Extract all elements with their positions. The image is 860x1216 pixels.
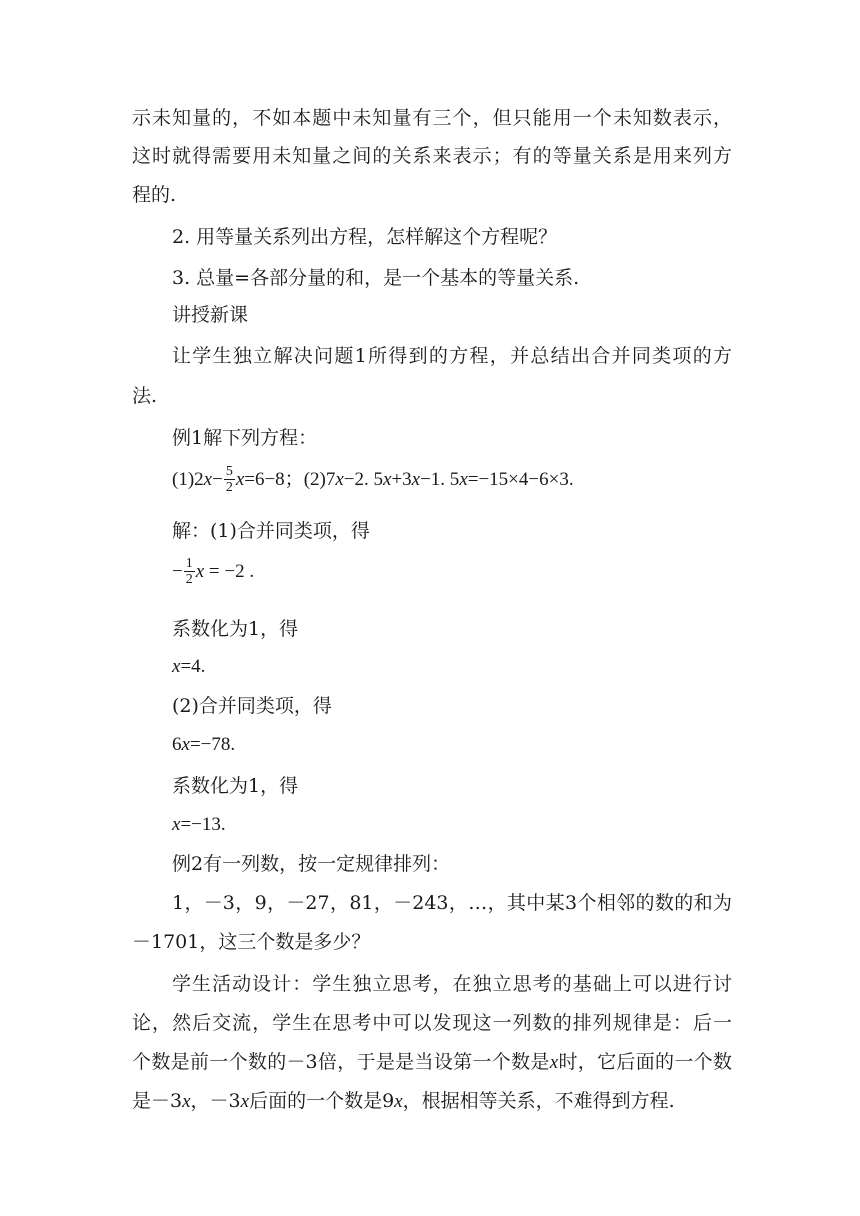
solution-step: (2)合并同类项，得 bbox=[172, 695, 332, 717]
example-heading: 例1解下列方程： bbox=[172, 427, 318, 449]
paragraph-line: 论，然后交流，学生在思考中可以发现这一列数的排列规律是：后一 bbox=[132, 1012, 732, 1034]
paragraph-line: 是－3x，－3x后面的一个数是9x，根据相等关系，不难得到方程. bbox=[132, 1090, 675, 1112]
equation-line: (1)2x− $\frac{5}{2}$ x=6−8；(2)7x−2. 5x+3x−1. 5x=−15×4−6×3. bbox=[172, 464, 574, 496]
paragraph-line: 程的. bbox=[132, 184, 177, 206]
solution-step: 解：(1)合并同类项，得 bbox=[172, 520, 370, 542]
equation-line: x=−13. bbox=[172, 814, 226, 835]
fraction: $\frac{1}{2}$ bbox=[185, 556, 193, 588]
list-item: 3. 总量=各部分量的和，是一个基本的等量关系. bbox=[172, 267, 580, 289]
paragraph-line: 1，－3，9，－27，81，－243，…，其中某3个相邻的数的和为 bbox=[172, 892, 732, 914]
solution-step: 系数化为1，得 bbox=[172, 775, 299, 797]
paragraph-line: 让学生独立解决问题1所得到的方程，并总结出合并同类项的方 bbox=[172, 345, 732, 367]
paragraph-line: 法. bbox=[132, 385, 158, 407]
example-heading: 例2有一列数，按一定规律排列： bbox=[172, 853, 451, 875]
equation-line: 6x=−78. bbox=[172, 734, 236, 755]
paragraph-line: －1701，这三个数是多少？ bbox=[132, 931, 371, 953]
paragraph-line: 这时就得需要用未知量之间的关系来表示；有的等量关系是用来列方 bbox=[132, 145, 732, 167]
section-heading: 讲授新课 bbox=[172, 304, 249, 326]
equation-line: x=4. bbox=[172, 656, 206, 677]
list-item: 2. 用等量关系列出方程，怎样解这个方程呢？ bbox=[172, 226, 558, 248]
solution-step: 系数化为1，得 bbox=[172, 618, 299, 640]
paragraph-line: 示未知量的，不如本题中未知量有三个，但只能用一个未知数表示， bbox=[132, 107, 732, 129]
paragraph-line: 个数是前一个数的－3倍，于是是当设第一个数是x时，它后面的一个数 bbox=[132, 1051, 732, 1073]
equation-line: − $\frac{1}{2}$ x = −2 . bbox=[172, 556, 255, 588]
paragraph-line: 学生活动设计：学生独立思考，在独立思考的基础上可以进行讨 bbox=[172, 973, 732, 995]
fraction: $\frac{5}{2}$ bbox=[225, 464, 233, 496]
